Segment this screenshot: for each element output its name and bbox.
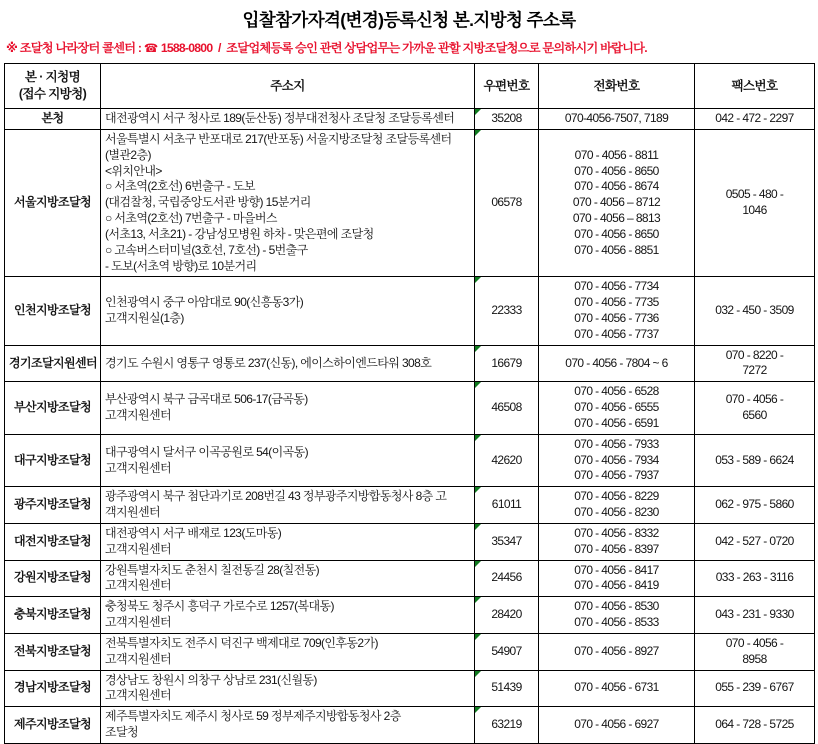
cell-zipcode <box>475 707 539 744</box>
address-line: 인천광역시 중구 아암대로 90(신흥동3가) <box>105 295 304 310</box>
comment-indicator-icon <box>475 524 481 530</box>
address-line: 강원특별자치도 춘천시 칠전동길 28(칠전동) <box>105 562 320 577</box>
column-header-fax: 팩스번호 <box>695 64 815 109</box>
cell-zipcode <box>475 382 539 434</box>
address-line: 대전광역시 서구 청사로 189(둔산동) 정부대전청사 조달청 조달등록센터 <box>105 111 455 126</box>
cell-telephone <box>539 560 695 597</box>
cell-telephone <box>539 129 695 276</box>
address-line: ○ 서초역(2호선) 7번출구 - 마을버스 <box>105 211 277 226</box>
telephone-number: 070 - 4056 - 6555 <box>574 400 659 415</box>
telephone-number: 070 - 4056 - 8417 <box>574 562 659 577</box>
address-line: - 도보(서초역 방향)로 10분거리 <box>105 258 257 273</box>
cell-telephone <box>539 277 695 345</box>
telephone-number: 070 - 4056 - 8397 <box>574 541 659 556</box>
fax-number: 8958 <box>742 651 767 666</box>
telephone-number: 070 - 4056 - 8230 <box>574 505 659 520</box>
telephone-number: 070 - 4056 – 8813 <box>572 211 661 226</box>
table-row <box>5 523 815 560</box>
fax-number: 064 - 728 - 5725 <box>715 717 794 732</box>
cell-zipcode <box>475 277 539 345</box>
table-row <box>5 129 815 276</box>
address-line: <위치안내> <box>105 163 162 178</box>
address-line: 객지원센터 <box>105 505 160 520</box>
zipcode-value: 63219 <box>491 717 522 732</box>
address-line: 고객지원센터 <box>105 651 171 666</box>
zipcode-value: 46508 <box>491 400 522 415</box>
zipcode-value: 51439 <box>491 680 522 695</box>
cell-office-name: 대구지방조달청 <box>5 434 101 486</box>
cell-address <box>101 487 475 524</box>
telephone-number: 070 - 4056 - 7737 <box>574 326 659 341</box>
cell-fax <box>695 434 815 486</box>
column-header-office <box>5 64 101 109</box>
cell-address <box>101 670 475 707</box>
address-line: 고객지원센터 <box>105 541 171 556</box>
table-row <box>5 707 815 744</box>
cell-zipcode <box>475 345 539 382</box>
table-row <box>5 277 815 345</box>
cell-fax <box>695 523 815 560</box>
comment-indicator-icon <box>475 487 481 493</box>
comment-indicator-icon <box>475 382 481 388</box>
fax-number: 070 - 4056 - <box>725 635 784 650</box>
address-line: 고객지원센터 <box>105 460 171 475</box>
table-row <box>5 670 815 707</box>
cell-fax <box>695 277 815 345</box>
cell-fax <box>695 109 815 130</box>
cell-office-name: 서울지방조달청 <box>5 129 101 276</box>
cell-fax <box>695 129 815 276</box>
address-line: 경상남도 창원시 의창구 상남로 231(신월동) <box>105 672 317 687</box>
cell-zipcode <box>475 670 539 707</box>
zipcode-value: 35347 <box>491 533 522 548</box>
zipcode-value: 28420 <box>491 607 522 622</box>
header-row <box>5 64 815 109</box>
comment-indicator-icon <box>475 435 481 441</box>
zipcode-value: 54907 <box>491 643 522 658</box>
telephone-number: 070 - 4056 - 7736 <box>574 310 659 325</box>
column-header-address: 주소지 <box>101 64 475 109</box>
cell-address <box>101 277 475 345</box>
cell-office-name: 광주지방조달청 <box>5 487 101 524</box>
telephone-number: 070 - 4056 - 6927 <box>574 717 659 732</box>
cell-telephone <box>539 633 695 670</box>
cell-telephone <box>539 487 695 524</box>
telephone-number: 070 - 4056 - 7933 <box>574 436 659 451</box>
notice-separator: / <box>218 40 221 55</box>
cell-address <box>101 382 475 434</box>
address-line: (서초13, 서초21) - 강남성모병원 하차 - 맞은편에 조달청 <box>105 226 374 241</box>
cell-office-name: 충북지방조달청 <box>5 597 101 634</box>
address-line: 제주특별자치도 제주시 청사로 59 정부제주지방합동청사 2층 <box>105 709 401 724</box>
cell-office-name: 경남지방조달청 <box>5 670 101 707</box>
cell-telephone <box>539 434 695 486</box>
fax-number: 055 - 239 - 6767 <box>715 680 794 695</box>
address-line: 고객지원센터 <box>105 578 171 593</box>
cell-zipcode <box>475 560 539 597</box>
cell-address <box>101 597 475 634</box>
address-line: ○ 서초역(2호선) 6번출구 - 도보 <box>105 179 255 194</box>
table-row <box>5 434 815 486</box>
cell-telephone <box>539 707 695 744</box>
address-line: 전북특별자치도 전주시 덕진구 백제대로 709(인후동2가) <box>105 635 378 650</box>
cell-telephone <box>539 382 695 434</box>
cell-fax <box>695 597 815 634</box>
column-header-office-line2: (접수 지방청) <box>18 87 87 102</box>
fax-number: 070 - 8220 - <box>725 347 784 362</box>
cell-address <box>101 109 475 130</box>
fax-number: 1046 <box>742 203 767 218</box>
address-line: 부산광역시 북구 금곡대로 506-17(금곡동) <box>105 392 308 407</box>
telephone-number: 070 - 4056 - 8927 <box>574 643 659 658</box>
cell-office-name: 강원지방조달청 <box>5 560 101 597</box>
notice-mark: ※ <box>6 40 18 55</box>
zipcode-value: 06578 <box>491 195 522 210</box>
cell-zipcode <box>475 597 539 634</box>
telephone-number: 070 - 4056 - 7735 <box>574 295 659 310</box>
address-line: 고객지원실(1층) <box>105 310 184 325</box>
telephone-icon: ☎ <box>143 42 159 55</box>
comment-indicator-icon <box>475 277 481 283</box>
cell-fax <box>695 633 815 670</box>
cell-fax <box>695 670 815 707</box>
address-line: 광주광역시 북구 첨단과기로 208번길 43 정부광주지방합동청사 8층 고 <box>105 489 447 504</box>
fax-number: 033 - 263 - 3116 <box>715 570 794 585</box>
cell-office-name: 부산지방조달청 <box>5 382 101 434</box>
telephone-number: 070 - 4056 - 7734 <box>574 279 659 294</box>
telephone-number: 070-4056-7507, 7189 <box>564 111 669 126</box>
zipcode-value: 61011 <box>491 497 522 512</box>
column-header-tel: 전화번호 <box>539 64 695 109</box>
fax-number: 032 - 450 - 3509 <box>715 303 794 318</box>
address-table <box>4 63 815 744</box>
address-line: (별관2층) <box>105 147 151 162</box>
telephone-number: 070 - 4056 - 7934 <box>574 452 659 467</box>
cell-zipcode <box>475 434 539 486</box>
cell-address <box>101 129 475 276</box>
telephone-number: 070 - 4056 - 8851 <box>574 242 659 257</box>
notice-line <box>0 33 818 64</box>
address-line: 고객지원센터 <box>105 688 171 703</box>
cell-office-name: 대전지방조달청 <box>5 523 101 560</box>
cell-zipcode <box>475 109 539 130</box>
table-row <box>5 109 815 130</box>
address-line: 대전광역시 서구 배재로 123(도마동) <box>105 525 282 540</box>
address-line: 대구광역시 달서구 이곡공원로 54(이곡동) <box>105 444 309 459</box>
cell-office-name: 제주지방조달청 <box>5 707 101 744</box>
table-row <box>5 487 815 524</box>
comment-indicator-icon <box>475 671 481 677</box>
comment-indicator-icon <box>475 634 481 640</box>
telephone-number: 070 - 4056 - 8332 <box>574 525 659 540</box>
table-row <box>5 382 815 434</box>
table-header <box>5 64 815 109</box>
table-body <box>5 109 815 744</box>
cell-telephone <box>539 597 695 634</box>
cell-address <box>101 523 475 560</box>
telephone-number: 070 - 4056 - 6591 <box>574 415 659 430</box>
fax-number: 6560 <box>742 408 767 423</box>
cell-office-name: 본청 <box>5 109 101 130</box>
fax-number: 062 - 975 - 5860 <box>715 497 794 512</box>
column-header-office-line1: 본 · 지청명 <box>24 70 81 85</box>
cell-fax <box>695 560 815 597</box>
comment-indicator-icon <box>475 561 481 567</box>
telephone-number: 070 - 4056 - 8650 <box>574 163 659 178</box>
cell-office-name: 인천지방조달청 <box>5 277 101 345</box>
address-line: 충청북도 청주시 흥덕구 가로수로 1257(복대동) <box>105 599 334 614</box>
telephone-number: 070 - 4056 - 8229 <box>574 489 659 504</box>
address-line: 조달청 <box>105 725 138 740</box>
address-line: ○ 고속버스터미널(3호선, 7호선) - 5번출구 <box>105 242 308 257</box>
notice-suffix: 조달업체등록 승인 관련 상담업무는 가까운 관할 지방조달청으로 문의하시기 바랍니다. <box>226 40 647 55</box>
notice-prefix: 조달청 나라장터 콜센터 : <box>19 40 142 55</box>
zipcode-value: 16679 <box>491 355 522 370</box>
cell-zipcode <box>475 129 539 276</box>
cell-address <box>101 560 475 597</box>
cell-zipcode <box>475 487 539 524</box>
cell-office-name: 경기조달지원센터 <box>5 345 101 382</box>
cell-fax <box>695 382 815 434</box>
telephone-number: 070 - 4056 - 7804 ~ 6 <box>565 355 668 370</box>
fax-number: 042 - 527 - 0720 <box>715 533 794 548</box>
cell-address <box>101 345 475 382</box>
fax-number: 7272 <box>742 363 767 378</box>
telephone-number: 070 - 4056 - 7937 <box>574 468 659 483</box>
zipcode-value: 24456 <box>491 570 522 585</box>
cell-address <box>101 633 475 670</box>
cell-address <box>101 707 475 744</box>
cell-zipcode <box>475 523 539 560</box>
fax-number: 042 - 472 - 2297 <box>715 111 794 126</box>
page-title: 입찰참가자격(변경)등록신청 본.지방청 주소록 <box>242 10 576 30</box>
fax-number: 070 - 4056 - <box>725 392 784 407</box>
cell-zipcode <box>475 633 539 670</box>
comment-indicator-icon <box>475 130 481 136</box>
telephone-number: 070 - 4056 - 8650 <box>574 226 659 241</box>
address-line: 경기도 수원시 영통구 영통로 237(신동), 에이스하이엔드타워 308호 <box>105 355 432 370</box>
cell-office-name: 전북지방조달청 <box>5 633 101 670</box>
cell-telephone <box>539 109 695 130</box>
fax-number: 0505 - 480 - <box>725 187 784 202</box>
telephone-number: 070 - 4056 - 8530 <box>574 599 659 614</box>
table-row <box>5 560 815 597</box>
fax-number: 043 - 231 - 9330 <box>715 607 794 622</box>
fax-number: 053 - 589 - 6624 <box>715 452 794 467</box>
address-line: 고객지원센터 <box>105 408 171 423</box>
comment-indicator-icon <box>475 109 481 115</box>
telephone-number: 070 - 4056 - 8811 <box>574 147 659 162</box>
address-line: 서울특별시 서초구 반포대로 217(반포동) 서울지방조달청 조달등록센터 <box>105 131 452 146</box>
zipcode-value: 35208 <box>491 111 522 126</box>
cell-telephone <box>539 345 695 382</box>
table-row <box>5 597 815 634</box>
comment-indicator-icon <box>475 597 481 603</box>
table-row <box>5 345 815 382</box>
cell-telephone <box>539 670 695 707</box>
column-header-zipcode: 우편번호 <box>475 64 539 109</box>
telephone-number: 070 - 4056 - 6731 <box>574 680 659 695</box>
cell-fax <box>695 487 815 524</box>
telephone-number: 070 - 4056 - 8419 <box>574 578 659 593</box>
zipcode-value: 42620 <box>491 452 522 467</box>
cell-telephone <box>539 523 695 560</box>
cell-fax <box>695 345 815 382</box>
comment-indicator-icon <box>475 346 481 352</box>
telephone-number: 070 - 4056 - 6528 <box>574 384 659 399</box>
cell-fax <box>695 707 815 744</box>
table-row <box>5 633 815 670</box>
telephone-number: 070 - 4056 – 8712 <box>572 195 661 210</box>
call-center-number: 1588-0800 <box>160 40 213 55</box>
zipcode-value: 22333 <box>491 303 522 318</box>
cell-address <box>101 434 475 486</box>
comment-indicator-icon <box>475 707 481 713</box>
telephone-number: 070 - 4056 - 8533 <box>574 615 659 630</box>
address-line: (대검찰청, 국립중앙도서관 방향) 15분거리 <box>105 195 311 210</box>
address-line: 고객지원센터 <box>105 615 171 630</box>
telephone-number: 070 - 4056 - 8674 <box>574 179 659 194</box>
